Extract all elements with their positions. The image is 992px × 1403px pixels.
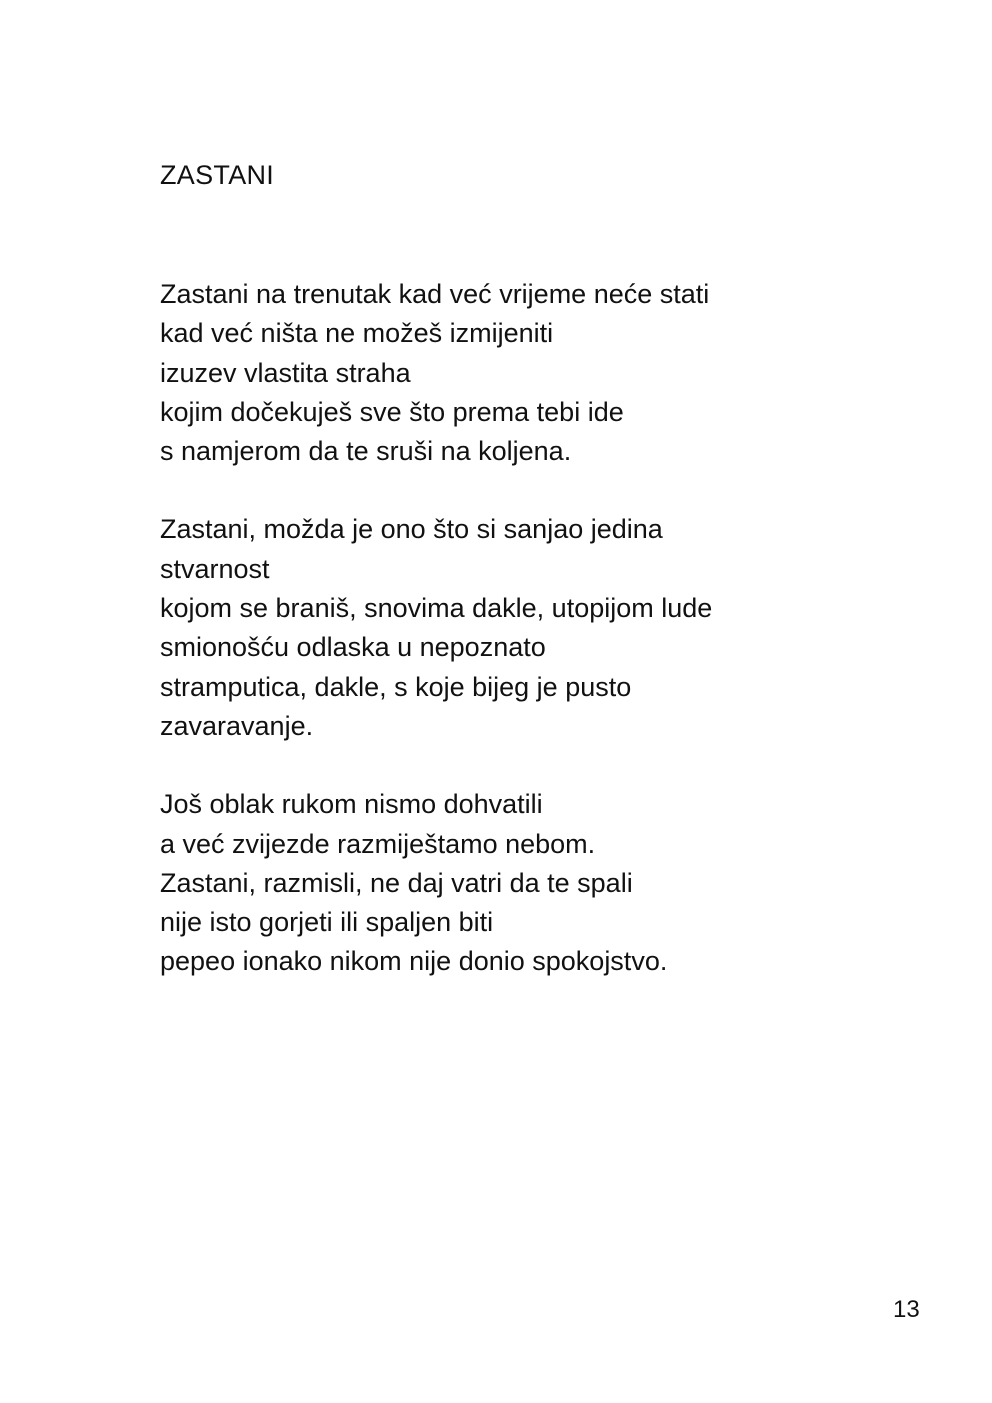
poem-line: Još oblak rukom nismo dohvatili xyxy=(160,789,543,820)
poem-line: nije isto gorjeti ili spaljen biti xyxy=(160,907,494,938)
stanza-1 xyxy=(160,275,880,471)
poem-line: zavaravanje. xyxy=(160,710,314,741)
stanza-3 xyxy=(160,785,880,981)
poem-line: s namjerom da te sruši na koljena. xyxy=(160,436,572,467)
poem-line: pepeo ionako nikom nije donio spokojstvo. xyxy=(160,946,668,977)
poem-line: Zastani na trenutak kad već vrijeme neće stati xyxy=(160,279,710,309)
poem-line: stvarnost xyxy=(160,553,270,584)
poem-line: kad već ništa ne možeš izmijeniti xyxy=(160,318,554,349)
poem-line: smionošću odlaska u nepoznato xyxy=(160,632,546,663)
poem-line: Zastani, možda je ono što si sanjao jedina xyxy=(160,514,663,545)
poem-title: ZASTANI xyxy=(160,160,275,190)
poem-line: a već zvijezde razmiještamo nebom. xyxy=(160,828,596,859)
poem-line: stramputica, dakle, s koje bijeg je pusto xyxy=(160,671,632,702)
poem-line: izuzev vlastita straha xyxy=(160,357,411,388)
poem-line: kojom se braniš, snovima dakle, utopijom lude xyxy=(160,593,713,624)
page-number: 13 xyxy=(893,1296,920,1323)
stanza-2 xyxy=(160,510,880,746)
poem-line: kojim dočekuješ sve što prema tebi ide xyxy=(160,396,624,427)
poem-line: Zastani, razmisli, ne daj vatri da te spali xyxy=(160,867,633,898)
poem-body xyxy=(160,275,880,1021)
